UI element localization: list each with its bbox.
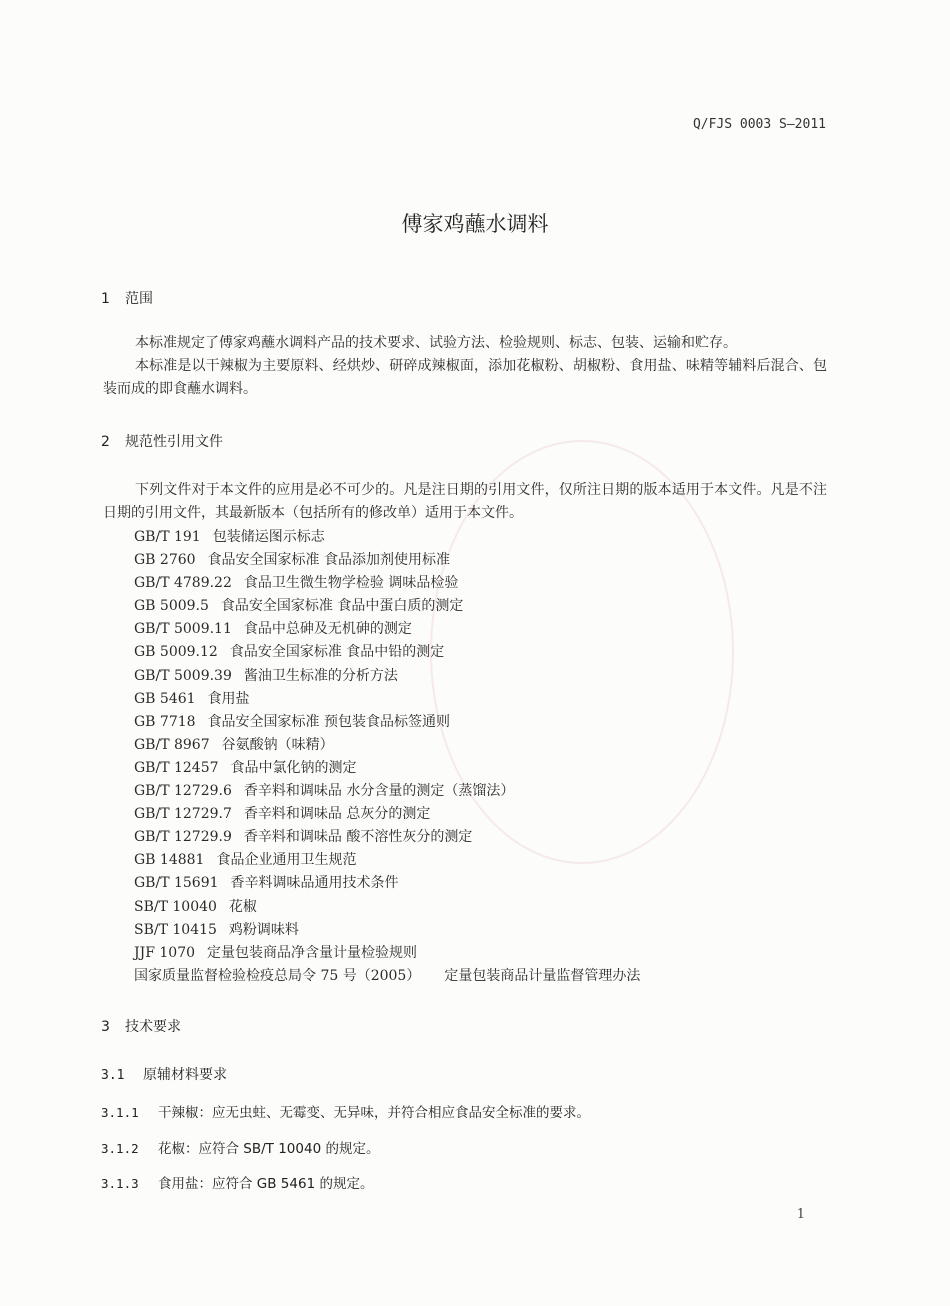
reference-item: GB 14881 食品企业通用卫生规范: [134, 852, 357, 869]
section-title: 规范性引用文件: [125, 434, 223, 450]
clause-text: 干辣椒：应无虫蛀、无霉变、无异味，并符合相应食品安全标准的要求。: [158, 1105, 590, 1121]
page-number: 1: [796, 1207, 805, 1222]
section-1-heading: [101, 288, 153, 308]
reference-item: GB/T 8967 谷氨酸钠（味精）: [134, 736, 334, 753]
reference-item: GB/T 191 包装储运图示标志: [134, 529, 325, 545]
reference-item: GB 5461 食用盐: [134, 690, 250, 707]
reference-item: GB 2760 食品安全国家标准 食品添加剂使用标准: [134, 552, 451, 569]
clause-text: 花椒：应符合 SB/T 10040 的规定。: [158, 1141, 380, 1157]
section-2-intro: 下列文件对于本文件的应用是必不可少的。凡是注日期的引用文件，仅所注日期的版本适用于本文件。凡是不注日期的引用文件，其最新版本（包括所有的修改单）适用于本文件。: [103, 482, 827, 521]
clause-number: 3.1.1: [101, 1105, 139, 1120]
document-code: Q/FJS 0003 S—2011: [692, 117, 826, 132]
reference-item: GB/T 15691 香辛料调味品通用技术条件: [134, 875, 399, 892]
reference-item: GB/T 5009.39 酱油卫生标准的分析方法: [134, 667, 398, 684]
clause-number: 3.1.3: [101, 1176, 139, 1191]
reference-item: GB 5009.5 食品安全国家标准 食品中蛋白质的测定: [134, 598, 464, 615]
reference-list: [134, 526, 640, 988]
clause-text: 食用盐：应符合 GB 5461 的规定。: [158, 1176, 374, 1192]
reference-item: 国家质量监督检验检疫总局令 75 号（2005） 定量包装商品计量监督管理办法: [134, 967, 641, 984]
section-3-heading: [101, 1016, 181, 1036]
reference-item: GB/T 12729.9 香辛料和调味品 酸不溶性灰分的测定: [134, 829, 473, 846]
clause-3-1-2: [101, 1137, 379, 1157]
section-3-1-heading: [101, 1064, 227, 1084]
reference-item: GB/T 5009.11 食品中总砷及无机砷的测定: [134, 621, 412, 638]
reference-item: SB/T 10415 鸡粉调味料: [134, 921, 299, 938]
section-title: 范围: [125, 291, 153, 307]
subsection-title: 原辅材料要求: [143, 1067, 227, 1083]
subsection-number: 3.1: [101, 1068, 125, 1083]
section-title: 技术要求: [125, 1019, 181, 1035]
clause-number: 3.1.2: [101, 1141, 139, 1156]
reference-item: JJF 1070 定量包装商品净含量计量检验规则: [134, 944, 418, 961]
reference-item: GB/T 12457 食品中氯化钠的测定: [134, 759, 357, 776]
reference-item: GB/T 4789.22 食品卫生微生物学检验 调味品检验: [134, 575, 459, 592]
section-number: 2: [101, 434, 110, 450]
reference-item: GB 7718 食品安全国家标准 预包装食品标签通则: [134, 713, 451, 730]
reference-item: GB 5009.12 食品安全国家标准 食品中铅的测定: [134, 644, 445, 661]
section-number: 3: [101, 1019, 110, 1035]
section-number: 1: [101, 291, 110, 307]
section-1-paragraph-1: 本标准规定了傅家鸡蘸水调料产品的技术要求、试验方法、检验规则、标志、包装、运输和贮存。: [135, 335, 737, 351]
document-title: 傅家鸡蘸水调料: [401, 212, 549, 236]
clause-3-1-3: [101, 1172, 373, 1192]
section-2-heading: [101, 431, 223, 451]
clause-3-1-1: [101, 1101, 590, 1121]
section-1-paragraph-2: 本标准是以干辣椒为主要原料、经烘炒、研碎成辣椒面，添加花椒粉、胡椒粉、食用盐、味精等辅料后混合、包装而成的即食蘸水调料。: [103, 358, 827, 397]
reference-item: GB/T 12729.7 香辛料和调味品 总灰分的测定: [134, 806, 431, 823]
reference-item: SB/T 10040 花椒: [134, 898, 257, 915]
reference-item: GB/T 12729.6 香辛料和调味品 水分含量的测定（蒸馏法）: [134, 783, 515, 800]
